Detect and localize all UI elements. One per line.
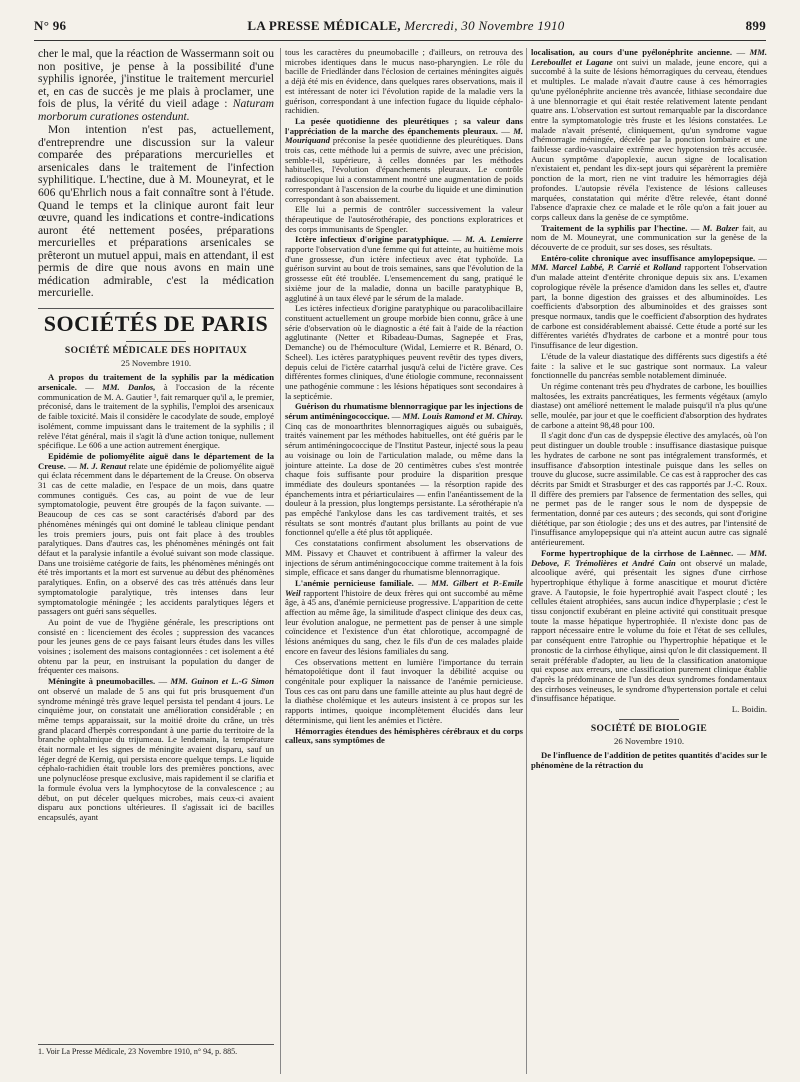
footnote: 1. Voir La Presse Médicale, 23 Novembre 1910, n° 94, p. 885.	[38, 1044, 274, 1056]
report-body: ont suivi un malade, jeune encore, qui a succombé à la suite de lésions hémorragiques du cerveau, étendues et multiples. Le malade n'avait d'autre cause à ces hémorragies qu'une pyélonéphrite ancienne très avancée, lithiase secondaire due à une blennorragie et qui était restée relativement latente pendant quatre ans. L'observation est surtout remarquable par la discordance entre la symptomatologie très fruste et les lésions constatées. Le malade n'avait présenté, cliniquement, qu'un syndrome vague d'hémorragie méningée, décelée par la ponction lombaire et une faiblesse cardio-vasculaire extrême avec hypotension très accusée. Aucun symptôme d'apoplexie, aucun signe de localisation n'existaient et, pendant les dix-sept jours qui séparèrent la première ponction de la mort, rien ne vint traduire les hémorragies déjà profondes. L'autopsie révéla l'existence de lésions calleuses marquées, constatation qui mérite d'être relevée, étant donné l'absence d'apraxie chez ce malade et le rôle qu'on a fait jouer au corps calleux dans la genèse de ce symptôme.	[531, 56, 767, 222]
report-body: fait, au nom de M. Mouneyrat, une communication sur la genèse de la découverte de ce produit, sur ses doses, ses résultats.	[531, 222, 767, 253]
report-body: Cinq cas de monoarthrites blennorragiques aiguës ou subaiguës, traités vainement par les méthodes habituelles, ont été guéris par le sérum antiméningococcique de l'Institut Pasteur, injecté sous la peau au voisinage ou loin de l'articulation malade, ou même dans la jointure atteinte. La dose de 20 centimètres cubes s'est montrée chaque fois suffisante pour produire la disparition presque immédiate des douleurs spontanées — la résorption rapide des épanchements intra et périarticulaires — enfin l'anéantissement de la douleur à la pression, plus longtemps persistante. La sérothérapie n'a pas empêché l'ankylose dans les cas tardivement traités, et ses résultats se sont montrés d'autant plus brillants au point de vue fonctionnel qu'elle a été plus tôt appliquée.	[285, 420, 523, 538]
report-body: rapportent l'histoire de deux frères qui ont succombé au même âge, à 45 ans, d'anémie pernicieuse progressive. L'apparition de cette affection au même âge, la similitude d'aspect clinique des deux cas, leur évolution analogue, ne permettent pas de penser à une simple coïncidence et l'existence d'un état chlorotique, accompagné de lésions anémiques du sang, chez le fils d'un de ces malades plaide encore en faveur des lésions familiales du sang.	[285, 587, 523, 656]
report-body: rapportent l'observation d'un malade atteint d'entérite chronique depuis six ans. L'examen coprologique révèle la présence d'amidon dans les selles et, d'autre part, la bonne digestion des graisses et des albuminoïdes. Les coefficients d'absorption des albuminoïdes et des graisses sont presque normaux, tandis que le coefficient d'absorption des hydrates de carbone est considérablement abaissé. Cette étude a porté sur les différentes variétés d'hydrates de carbone et a montré pour tous l'insuffisance de leur digestion.	[531, 262, 767, 351]
report-poliomyelite-hygiene: Au point de vue de l'hygiène générale, les prescriptions ont consisté en : licenciement des écoles ; suppression des vacances pour les jeunes gens de ce pays faisant leurs études dans les villes voisines ; isolement des maisons contagionnées : cet isolement a été obtenu par la peur, en instruisant la population du danger de fréquenter ces maisons.	[38, 616, 274, 676]
column-1	[38, 48, 274, 1074]
report-body: ont observé un malade de 5 ans qui fut pris brusquement d'un syndrome méningé très grave lequel persista tel pendant 4 jours. Le cinquième jour, on constatait une amélioration considérable ; en même temps apparaissait, sur la moitié droite du crâne, un très grand placard d'herpès correspondant à une partie du territoire de la branche ophtalmique du trijumeau. Le lendemain, la température était normale et les signes de méningite avaient disparu, sauf un léger degré de Kernig, qui persista encore quelque temps. Le liquide céphalo-rachidien était trouble lors des premières ponctions, avec une polynucléose presque exclusive, mais rapidement il se clarifia et la formule évolua vers la lymphocytose de la convalescence ; au début, on put déceler quelques microbes, mais ceux-ci avaient disparu aux ponctions ultérieures. Il s'agissait ici de bacilles encapsulés, ayant	[38, 685, 274, 822]
session-date: 25 Novembre 1910.	[120, 357, 192, 368]
column-3	[531, 48, 767, 1074]
report-author: M. Mouriquand	[285, 125, 523, 146]
report-pneumobacilles: Méningite à pneumobacilles. — MM. Guinon et L.-G Simon ont observé un malade de 5 ans qui fut pris brusquement d'un syndrome méningé très grave lequel persista tel pendant 4 jours. Le cinquième jour, on constatait une amélioration considérable ; en même temps apparaissait, sur la moitié droite du crâne, un très grand placard d'herpès correspondant à une partie du territoire de la branche ophtalmique du trijumeau. Le lendemain, la température était normale et les signes de méningite avaient disparu, sauf un léger degré de Kernig, qui persista encore quelque temps. Le liquide céphalo-rachidien était trouble lors des premières ponctions, avec une polynucléose presque exclusive, mais rapidement il se clarifia et la formule évolua vers la lymphocytose de la convalescence ; au début, on put déceler quelques microbes, mais ceux-ci avaient disparu aux ponctions ultérieures. Il s'agissait ici de bacilles encapsulés, ayant	[38, 676, 274, 822]
report-title: Ictère infectieux d'origine paratyphique.	[295, 234, 449, 245]
report-title: Entéro-colite chronique avec insuffisance amylopepsique.	[541, 252, 756, 263]
issue-date: Mercredi, 30 Novembre 1910	[404, 18, 565, 33]
report-hemorragies-cont: localisation, au cours d'une pyélonéphrite ancienne. — MM. Lereboullet et Lagane ont suivi un malade, jeune encore, qui a succombé à la suite de lésions hémorragiques du cerveau, étendues et multiples. Le malade n'avait d'autre cause à ces hémorragies qu'une pyélonéphrite ancienne très avancée, lithiase secondaire due à une blennorragie et qui était restée relativement latente pendant quatre ans. L'observation est surtout remarquable par la discordance entre la symptomatologie très fruste et les lésions constatées. Le malade n'avait présenté, cliniquement, qu'un syndrome vague d'hémorragie méningée, décelée par la ponction lombaire et une faiblesse cardio-vasculaire extrême avec hypotension très accusée. Aucun symptôme d'apoplexie, aucun signe de localisation n'existaient et, pendant les dix-sept jours qui séparèrent la première ponction de la mort, rien ne vint traduire les hémorragies déjà profondes. L'autopsie révéla l'existence de lésions calleuses marquées, constatation qui mérite d'être relevée, étant donné l'absence d'apraxie chez ce malade et le rôle qu'on a fait jouer au corps calleux dans la genèse de ce symptôme.	[531, 48, 767, 222]
report-enterocolite-3: Un régime contenant très peu d'hydrates de carbone, les bouillies maltosées, les extraits pancréatiques, les ferments végétaux (amylo diastase) ont amélioré nettement le malade puisqu'il n'a plus qu'une selle, moulée, par jour et que le coefficient d'absorption des hydrates de carbone a atteint 98,48 pour 100.	[531, 380, 767, 430]
report-rhumatisme-2: Ces constatations confirment absolument les observations de MM. Pissavy et Chauvet et contribuent à affirmer la valeur des injections de sérum antiméningococcique comme traitement à la fois simple, efficace et sans danger du rhumatisme blennorragique.	[285, 538, 523, 578]
report-ictere-2: Les ictères infectieux d'origine paratyphique ou paracolibacillaire constituent actuellement un groupe morbide bien connu, grâce à une série d'observation où le diagnostic a été fait à l'aide de la réaction agglutinante (Netter et Ribadeau-Dumas, Sagnepée et Fras, Demanche) ou de l'hémoculture (Widal, Lemierre et R. Bénard, O. Scheel). Les ictères paratyphiques peuvent revêtir des types divers, depuis celui de l'ictère catarrhal jusqu'à celui de l'ictère grave. Ces différentes formes cliniques, d'une étiologie commune, reconnaissent une pathogénie commune : les lésions hépatiques sont secondaires à la septicémie.	[285, 303, 523, 401]
society-heading: SOCIÉTÉ MÉDICALE DES HOPITAUX	[64, 345, 248, 356]
report-pesee-2: Elle lui a permis de contrôler successivement la valeur thérapeutique de l'autosérothérapie, des ponctions exploratrices et des corps immunisants de Spengler.	[285, 204, 523, 234]
page-header	[34, 18, 766, 36]
report-pneumobacilles-cont: tous les caractères du pneumobacille ; d'ailleurs, on retrouva des microbes identiques dans le mucus naso-pharyngien. Le rôle du bacille de Friedländer dans l'éclosion de certaines méningites aiguës a déjà été mis en évidence, dans quelques rares observations, mais il est intéressant de noter ici l'évolution rapide de la maladie vers la guérison, correspondant à une infection fugace du liquide céphalo-rachidien.	[285, 48, 523, 116]
report-title: Epidémie de poliomyélite aiguë dans le département de la Creuse.	[38, 450, 274, 471]
issue-number: N° 96	[34, 18, 67, 33]
report-enterocolite: Entéro-colite chronique avec insuffisance amylopepsique. — MM. Marcel Labbé, P. Carrié et Rolland rapportent l'observation d'un malade atteint d'entérite chronique depuis six ans. L'examen coprologique révèle la présence d'amidon dans les selles et, d'autre part, la bonne digestion des graisses et des albuminoïdes. Les coefficients d'absorption des albuminoïdes et des graisses sont presque normaux, tandis que le coefficient d'absorption des hydrates de carbone est considérablement abaissé. Cette étude a porté sur les différentes variétés d'hydrates de carbone et a montré pour tous l'insuffisance de leur digestion.	[531, 252, 767, 351]
report-title: Forme hypertrophique de la cirrhose de Laënnec.	[541, 547, 734, 558]
report-body: préconise la pesée quotidienne des pleurétiques. Dans trois cas, cette méthode lui a permis de suivre, avec une précision, semble-t-il, supérieure, à celles données par les méthodes habituelles, l'évolution d'épanchements pleuraux. Le contrôle radioscopique lui a constamment montré une augmentation de poids correspondant à l'ascension de la courbe du liquide et une diminution correspondant à son abaissement.	[285, 135, 523, 204]
session-date-biologie: 26 Novembre 1910.	[613, 735, 685, 746]
column-divider-2	[526, 48, 527, 1074]
article-continuation	[38, 48, 274, 123]
header-rule	[34, 40, 766, 41]
column-divider-1	[280, 48, 281, 1074]
report-author: MM. Louis Ramond et M. Chiray.	[402, 411, 523, 422]
report-title: localisation, au cours d'une pyélonéphrite ancienne.	[531, 48, 732, 57]
report-signature: L. Boidin.	[731, 704, 767, 715]
report-title: A propos du traitement de la syphilis par la médication arsenicale.	[38, 372, 274, 393]
latin-quote: Naturam morborum curationes ostendunt.	[38, 97, 274, 123]
report-cirrhose: Forme hypertrophique de la cirrhose de Laënnec. — MM. Debove, F. Trémolières et André Cain ont observé un malade, alcoolique avéré, qui présentait les signes d'une cirrhose hypertrophique éthylique à forme anascitique et mourut d'ictère grave. A l'autopsie, le foie hypertrophié avait l'aspect clouté ; les cellules étaient atrophiées, sans aucun indice d'hyperplasie ; c'est le tissu conjonctif exubérant en pleine activité qui constituait presque toute la masse hépatique hypertrophiée. Il n'existe donc pas de rapport nécessaire entre le volume du foie et l'état de ses cellules, par conséquent entre l'atrophie ou l'hypertrophie hépatique et le pronostic de la cirrhose éthylique, ainsi qu'on le dit classiquement. Il serait préférable d'adopter, au lieu de la classification anatomique qui expose aux erreurs, une classification purement clinique établie d'après la prédominance de l'un des deux syndromes fondamentaux des cirrhoses veineuses, le syndrome d'hypertension portale et celui d'insuffisance hépatique.	[531, 547, 767, 704]
report-ictere: Ictère infectieux d'origine paratyphique. — M. A. Lemierre rapporte l'observation d'une femme qui fut atteinte, au huitième mois d'une grossesse, d'un ictère infectieux avec état typhoïde. La guérison survint au bout de trois semaines, sans que l'évolution de la grossesse eût été troublée. L'ensemencement du sang, pratiqué le sixième jour de la maladie, donna un bacille paratyphique B, agglutiné à un taux élevé par le sérum de la malade.	[285, 234, 523, 303]
section-rule	[619, 719, 679, 720]
page-number: 899	[745, 18, 766, 33]
report-pesee: La pesée quotidienne des pleurétiques ; sa valeur dans l'appréciation de la marche des épanchements pleuraux. — M. Mouriquand préconise la pesée quotidienne des pleurétiques. Dans trois cas, cette méthode lui a permis de suivre, avec une précision, semble-t-il, supérieure, à celles données par les méthodes habituelles, l'évolution d'épanchements pleuraux. Le contrôle radioscopique lui a constamment montré une augmentation de poids correspondant à l'ascension de la courbe du liquide et une diminution correspondant à son abaissement.	[285, 115, 523, 204]
article-conclusion: Mon intention n'est pas, actuellement, d'entreprendre une discussion sur la valeur comparée des préparations mercurielles et arsenicales dans le traitement de l'infection syphilitique. L'hectine, due à M. Mouneyrat, et le 606 qu'Ehrlich nous a fait connaître sont à l'étude. Quand le temps et la clinique auront fait leur œuvre, quand les indications et contre-indications auront été nettement posées, préparations mercurielles et préparations arsenicales se prêteront un mutuel appui, mais en attendant, il est permis de dire que nous avons en main une médication admirable, c'est la médication mercurielle.	[38, 123, 274, 300]
report-author: MM. Marcel Labbé, P. Carrié et Rolland	[531, 262, 682, 273]
report-body: à l'occasion de la récente communication de M. A. Gautier ¹, fait remarquer qu'il a, le premier, préconisé, dans le traitement de la syphilis, l'emploi des arsenicaux de faible toxicité. Mais il considère le cacodylate de soude, employé isolément, comme impuissant dans le traitement de la syphilis ; il relève l'état général, mais il s'agit là d'une action tonique, nullement spécifique. Le 606 a une action autrement énergique.	[38, 382, 274, 451]
report-acides-start	[531, 751, 767, 770]
society-heading-biologie: SOCIÉTÉ DE BIOLOGIE	[590, 723, 708, 734]
report-title: La pesée quotidienne des pleurétiques ; sa valeur dans l'appréciation de la marche des épanchements pleuraux.	[285, 115, 523, 136]
report-author: M. Balzer	[702, 222, 739, 233]
report-enterocolite-2: L'étude de la valeur diastatique des différents sucs digestifs a été faite : la salive et le suc gastrique sont normaux. La valeur fonctionnelle du pancréas semble notablement diminuée.	[531, 350, 767, 381]
report-author: MM. Gilbert et P.-Emile Weil	[285, 577, 523, 598]
report-author: MM. Danlos,	[102, 382, 156, 393]
report-author: MM. Lereboullet et Lagane	[531, 48, 767, 67]
report-hemorragies-start	[285, 727, 523, 746]
report-title: De l'influence de l'addition de petites quantités d'acides sur le phénomène de la rétraction du	[531, 750, 767, 770]
report-title: Méningite à pneumobacilles.	[48, 676, 156, 687]
report-author: MM. Guinon et L.-G Simon	[170, 676, 274, 687]
report-title: Guérison du rhumatisme blennorragique par les injections de sérum antiméningococcique.	[285, 401, 523, 422]
report-enterocolite-4: Il s'agit donc d'un cas de dyspepsie élective des amylacés, où l'on peut distinguer un double trouble : insuffisance diastasique puisque les hydrates de carbone ne sont pas intégralement transformés, et insuffisance d'absorption intestinale puisque dans les selles on trouve du glucose, sucre assimilable. Ce cas est à rapprocher des cas décrits par Smidt et Strasburger et des cas rapportés par J.-C. Roux. Il diffère des premiers par l'absence de fermentation des selles, qui ne permet pas de le ranger sous le nom de dyspepsie de fermentation, donné par ces auteurs ; des seconds, qui sont d'origine diététique, par son étiologie ; des uns et des autres, par l'intensité de l'insuffisance amylopepsique qui n'a atteint aucun autre cas signalé antérieurement.	[531, 430, 767, 548]
report-author: M. A. Lemierre	[465, 234, 523, 245]
masthead-title: LA PRESSE MÉDICALE,	[247, 18, 401, 33]
banner-rule	[126, 341, 186, 342]
report-body: relate une épidémie de poliomyélite aiguë qui éclata récemment dans le département de la Creuse. On observa 31 cas de cette maladie, en l'espace de un mois, dans quatre communes contiguës. Ces cas, au point de vue de leur symptomatologie, peuvent être groupés de la façon suivante. — Beaucoup de ces cas se sont caractérisés d'abord par des phénomènes méningés qui ont dominé le tableau clinique pendant les trois premiers jours, puis ont fait place à des troubles paralytiques. Dans d'autres cas, les phénomènes méningés ont fait défaut et la paralysie infantile a évolué suivant son mode classique. Dans une troisième catégorie de faits, les phénomènes méningés ont été très importants et la mort est survenue au début des phénomènes paralytiques. Enfin, on a observé des cas très atténués dans leur symptomatologie paralytique, très intenses dans leur symptomatologie méningée ; les accidents paralytiques légers et passagers ont guéri sans séquelles.	[38, 460, 274, 617]
report-body: rapporte l'observation d'une femme qui fut atteinte, au huitième mois d'une grossesse, d'un ictère infectieux avec état typhoïde. La guérison survint au bout de trois semaines, sans que l'évolution de la grossesse eût été troublée. L'ensemencement du sang, pratiqué le sixième jour de la maladie, donna un bacille paratyphique B, agglutiné à un taux élevé par le sérum de la malade.	[285, 244, 523, 303]
report-title: Traitement de la syphilis par l'hectine.	[541, 222, 688, 233]
masthead-line	[247, 18, 564, 34]
continuation-text: cher le mal, que la réaction de Wassermann soit ou non positive, je pense à la possibilité d'une syphilis ignorée, j'institue le traitement mercuriel et, en cas de succès je me plais à proclamer, une fois de plus, la vérité du vieil adage :	[38, 48, 274, 111]
column-2	[285, 48, 523, 1074]
report-body: ont observé un malade, alcoolique avéré, qui présentait les signes d'une cirrhose hypertrophique éthylique à forme anascitique et mourut d'ictère grave. A l'autopsie, le foie hypertrophié avait l'aspect clouté ; les cellules étaient atrophiées, sans aucun indice d'hyperplasie ; c'est le tissu conjonctif exubérant en pleine activité qui constituait presque toute la masse hépatique hypertrophiée. Il n'existe donc pas de rapport nécessaire entre le volume du foie et l'état de ses cellules, par conséquent entre l'atrophie ou l'hypertrophie hépatique et le pronostic de la cirrhose éthylique, ainsi qu'on le dit classiquement. Il serait préférable d'adopter, au lieu de la classification anatomique qui expose aux erreurs, une classification purement clinique établie d'après la prédominance de l'un des deux syndromes fondamentaux des cirrhoses veineuses, le syndrome d'hypertension portale et celui d'insuffisance hépatique.	[531, 557, 767, 704]
report-anemie: L'anémie pernicieuse familiale. — MM. Gilbert et P.-Emile Weil rapportent l'histoire de deux frères qui ont succombé au même âge, à 45 ans, d'anémie pernicieuse progressive. L'apparition de cette affection au même âge, la similitude d'aspect clinique des deux cas, leur évolution analogue, ne permettent pas de penser à une simple coïncidence et l'existence d'un état chlorotique, accompagné de lésions anémiques du sang, chez le fils d'un de ces malades plaide encore en faveur des lésions familiales du sang.	[285, 577, 523, 656]
report-poliomyelite: Epidémie de poliomyélite aiguë dans le département de la Creuse. — M. J. Renaut relate une épidémie de poliomyélite aiguë qui éclata récemment dans le département de la Creuse. On observa 31 cas de cette maladie, en l'espace de un mois, dans quatre communes contiguës. Ces cas, au point de vue de leur symptomatologie, peuvent être groupés de la façon suivante. — Beaucoup de ces cas se sont caractérisés d'abord par des phénomènes méningés qui ont dominé le tableau clinique pendant les trois premiers jours, puis ont fait place à des troubles paralytiques. Dans d'autres cas, les phénomènes méningés ont fait défaut et la paralysie infantile a évolué suivant son mode classique. Dans une troisième catégorie de faits, les phénomènes méningés ont été très importants et la mort est survenue au début des phénomènes paralytiques. Enfin, on a observé des cas très atténués dans leur symptomatologie paralytique, très intenses dans leur symptomatologie méningée ; les accidents paralytiques légers et passagers ont guéri sans séquelles.	[38, 450, 274, 617]
report-author: M. J. Renaut	[79, 460, 127, 471]
report-title: Hémorragies étendues des hémisphères cérébraux et du corps calleux, sans symptômes de	[285, 725, 523, 746]
report-anemie-2: Ces observations mettent en lumière l'importance du terrain hématopoïétique dont il faut invoquer la débilité acquise ou congénitale pour expliquer la naissance de l'anémie pernicieuse. Tous ces cas ont paru dans une famille atteinte au plus haut degré de la diathèse cholémique et les auteurs insistent à ce propos sur les rapports intimes, quoique incomplètement élucidés dans leur déterminisme, qui lient les anémies et l'ictère.	[285, 656, 523, 725]
report-hectine: Traitement de la syphilis par l'hectine. — M. Balzer fait, au nom de M. Mouneyrat, une communication sur la genèse de la découverte de ce produit, sur ses doses, ses résultats.	[531, 222, 767, 253]
report-title: L'anémie pernicieuse familiale.	[295, 577, 414, 588]
report-author: MM. Debove, F. Trémolières et André Cain	[531, 547, 767, 568]
report-rhumatisme: Guérison du rhumatisme blennorragique par les injections de sérum antiméningococcique. — MM. Louis Ramond et M. Chiray. Cinq cas de monoarthrites blennorragiques aiguës ou subaiguës, traités vainement par les méthodes habituelles, ont été guéris par le sérum antiméningococcique de l'Institut Pasteur, injecté sous la peau au voisinage ou loin de l'articulation malade, ou même dans la jointure atteinte. La dose de 20 centimètres cubes s'est montrée chaque fois suffisante pour produire la disparition presque immédiate des douleurs spontanées — la résorption rapide des épanchements intra et périarticulaires — enfin l'anéantissement de la douleur à la pression, plus longtemps persistante. La sérothérapie n'a pas empêché l'ankylose dans les cas tardivement traités, et ses résultats se sont montrés d'autant plus brillants au point de vue fonctionnel qu'elle a été plus tôt appliquée.	[285, 401, 523, 538]
section-banner: SOCIÉTÉS DE PARIS	[38, 308, 274, 337]
report-arsenicale: A propos du traitement de la syphilis par la médication arsenicale. — MM. Danlos, à l'occasion de la récente communication de M. A. Gautier ¹, fait remarquer qu'il a, le premier, préconisé, dans le traitement de la syphilis, l'emploi des arsenicaux de faible toxicité. Mais il considère le cacodylate de soude, employé isolément, comme impuissant dans le traitement de la syphilis ; il relève l'état général, mais il s'agit là d'une action tonique, nullement spécifique. Le 606 a une action autrement énergique.	[38, 372, 274, 451]
